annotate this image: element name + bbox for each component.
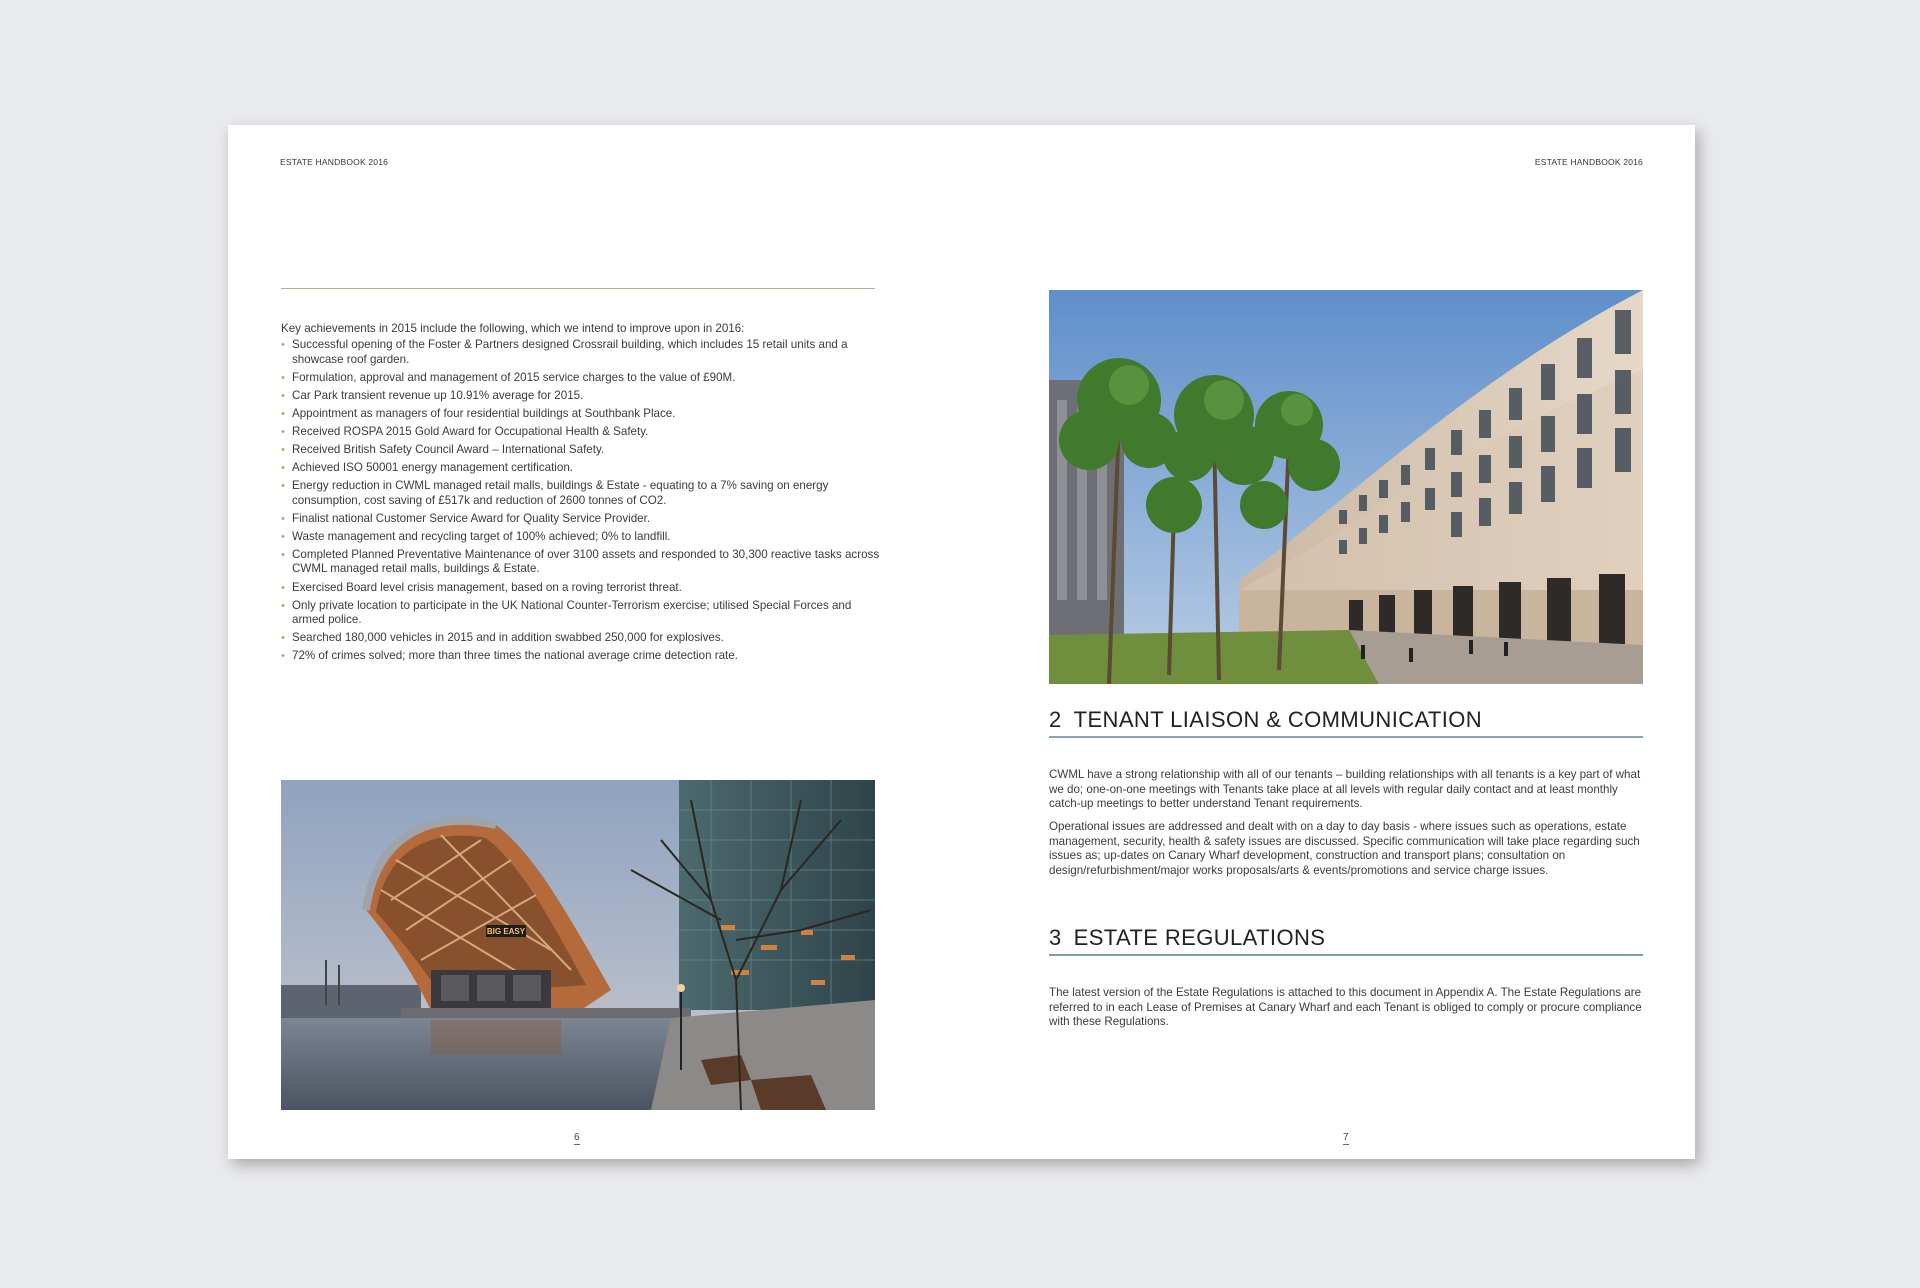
running-header-left: ESTATE HANDBOOK 2016 <box>280 157 389 167</box>
section-2-rule <box>1049 736 1643 738</box>
list-item: • Energy reduction in CWML managed retail malls, buildings & Estate - equating to a 7% saving on energy consumption, cost saving of £517k and reduction of 2600 tonnes of CO2. <box>281 479 829 507</box>
list-item: • Achieved ISO 50001 energy management certification. <box>281 461 573 475</box>
bullet-icon: • <box>281 371 285 384</box>
list-item: • Appointment as managers of four residential buildings at Southbank Place. <box>281 406 676 420</box>
page-number-right: 7 <box>1343 1132 1349 1143</box>
list-item: • Only private location to participate in the UK National Counter-Terrorism exercise; utilised Special Forces and armed police. <box>281 598 852 627</box>
list-item: • Formulation, approval and management of 2015 service charges to the value of £90M. <box>281 370 736 384</box>
section-2-heading: 2 TENANT LIAISON & COMMUNICATION <box>1049 707 1483 732</box>
page-number-left: 6 <box>574 1132 580 1143</box>
list-item: • Exercised Board level crisis management, based on a roving terrorist threat. <box>281 580 682 594</box>
list-item: • Car Park transient revenue up 10.91% average for 2015. <box>281 388 584 402</box>
bullet-icon: • <box>281 650 285 663</box>
bullet-icon: • <box>281 425 285 438</box>
bullet-icon: • <box>281 462 285 475</box>
list-item: • 72% of crimes solved; more than three times the national average crime detection rate. <box>281 649 738 663</box>
bullet-icon: • <box>281 632 285 645</box>
bullet-icon: • <box>281 530 285 543</box>
top-rule <box>281 288 875 289</box>
achievements-intro: Key achievements in 2015 include the following, which we intend to improve upon in 2016: <box>281 322 745 335</box>
section-3-rule <box>1049 954 1643 956</box>
list-item: • Completed Planned Preventative Maintenance of over 3100 assets and responded to 30,300 reactive tasks across CWML managed retail malls, buildings & Estate. <box>281 547 880 576</box>
running-header-right: ESTATE HANDBOOK 2016 <box>1534 157 1643 167</box>
achievements-list <box>281 338 881 667</box>
bullet-icon: • <box>281 443 285 456</box>
bullet-icon: • <box>281 548 285 561</box>
handbook-spread <box>228 125 1695 1159</box>
canary-wharf-buildings-photo <box>1049 290 1643 684</box>
bullet-icon: • <box>281 512 285 525</box>
list-item: • Received ROSPA 2015 Gold Award for Occupational Health & Safety. <box>281 424 649 438</box>
bullet-icon: • <box>281 389 285 402</box>
section-2-paragraph-1: CWML have a strong relationship with all of our tenants – building relationships with all tenants is a key part of what we do; one-on-one meetings with Tenants take place at all levels with regular daily contact and at least monthly catch-up meetings to better understand Tenant requirements. <box>1049 768 1641 810</box>
crossrail-station-photo <box>281 780 875 1110</box>
bullet-icon: • <box>281 339 285 351</box>
list-item: • Waste management and recycling target of 100% achieved; 0% to landfill. <box>281 529 671 543</box>
section-3-heading: 3 ESTATE REGULATIONS <box>1049 925 1326 950</box>
section-3-paragraph: The latest version of the Estate Regulations is attached to this document in Appendix A. The Estate Regulations are referred to in each Lease of Premises at Canary Wharf and each Tenant is obliged to comply or procure compliance with these Regulations. <box>1049 986 1642 1028</box>
big-easy-sign: BIG EASY <box>486 927 526 936</box>
list-item: • Received British Safety Council Award – International Safety. <box>281 442 605 456</box>
bullet-icon: • <box>281 581 285 594</box>
list-item: • Successful opening of the Foster & Partners designed Crossrail building, which includes 15 retail units and a showcase roof garden. <box>281 338 848 366</box>
bullet-icon: • <box>281 599 285 612</box>
list-item: • Searched 180,000 vehicles in 2015 and in addition swabbed 250,000 for explosives. <box>281 631 724 645</box>
bullet-icon: • <box>281 407 285 420</box>
list-item: • Finalist national Customer Service Award for Quality Service Provider. <box>281 511 651 525</box>
section-2-paragraph-2: Operational issues are addressed and dealt with on a day to day basis - where issues such as operations, estate management, security, health & safety issues are discussed. Specific communication will take place regarding such issues as; up-dates on Canary Wharf development, construction and transport plans; consultation on design/refurbishment/major works proposals/arts & events/promotions and service charge issues. <box>1049 820 1640 877</box>
bullet-icon: • <box>281 480 285 493</box>
